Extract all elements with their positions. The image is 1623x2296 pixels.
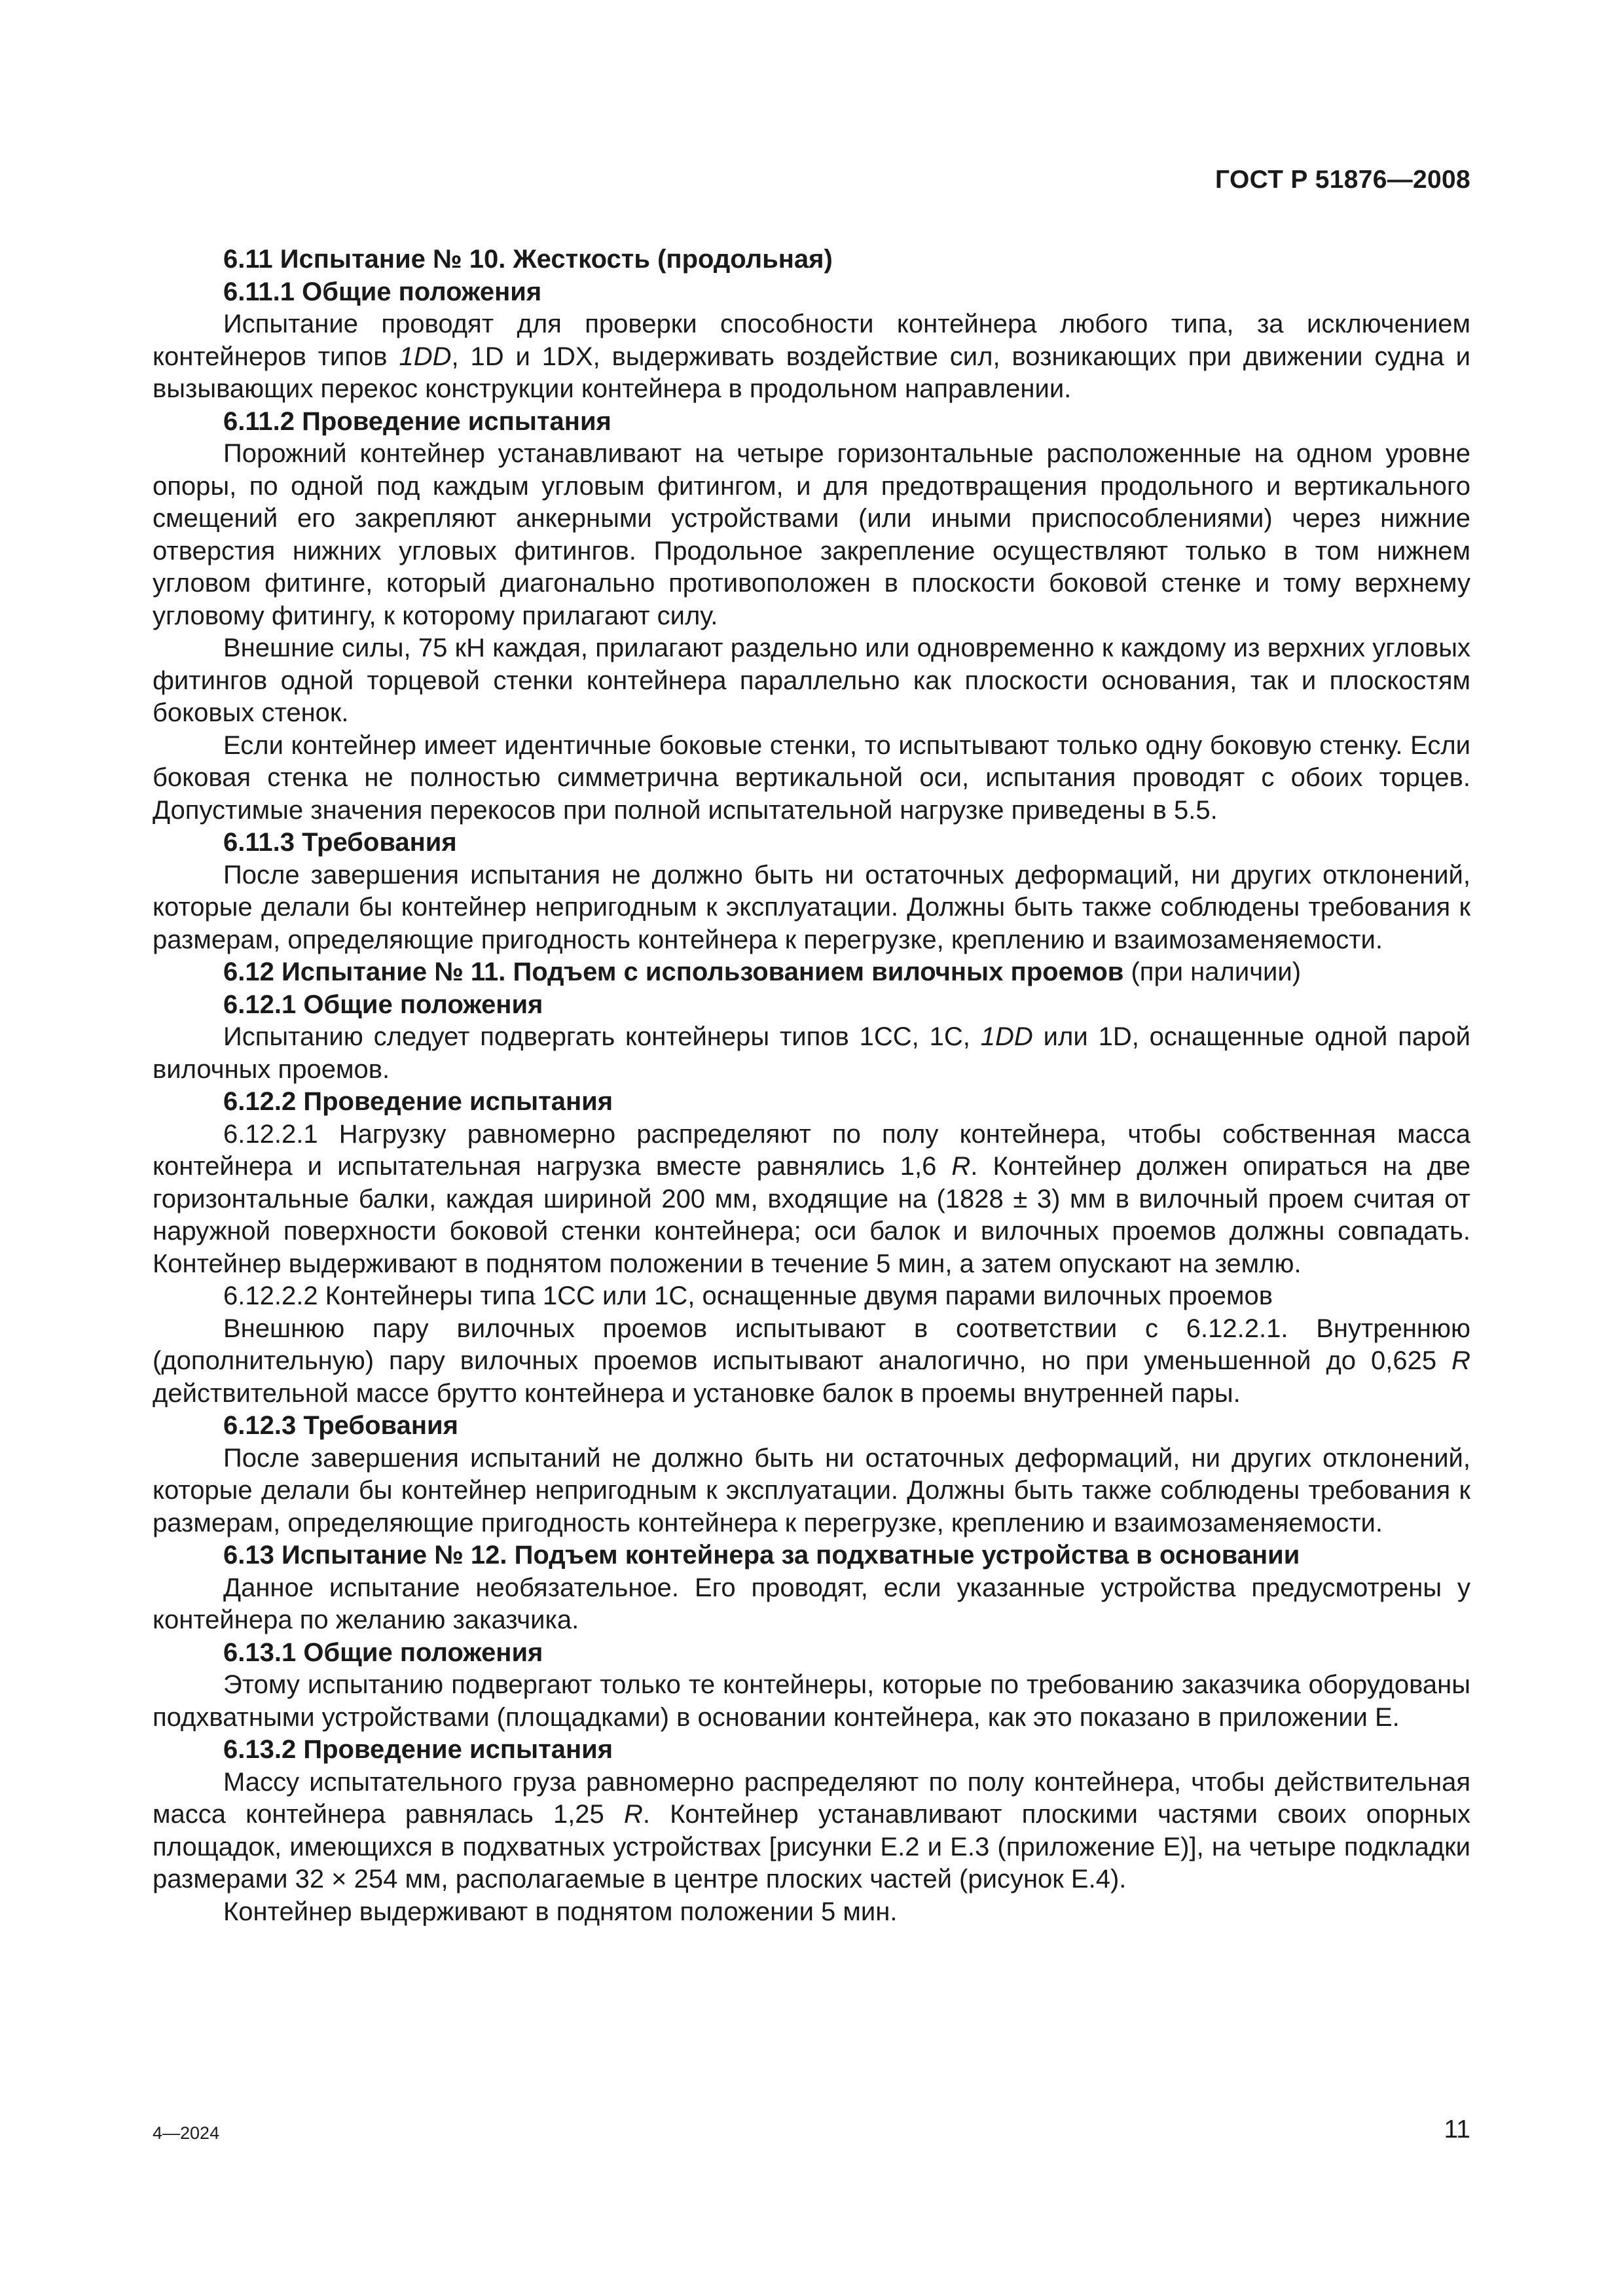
heading-normal-run: (при наличии) (1123, 958, 1302, 986)
text-run: 6.12.2.1 Нагрузку равномерно распределяют по полу контейнера, чтобы собственная масса контейнера и испытательная нагрузка вместе равнялись 1,6 (153, 1119, 1470, 1181)
section-6-12-3-paragraph: После завершения испытаний не должно быть ни остаточных деформаций, ни других отклонений, которые делали бы контейнер непригодным к эксплуатации. Должны быть также соблюдены требования к размерам, определяющие пригодность контейнера к перегрузке, креплению и взаимозаменяемости. (153, 1443, 1470, 1537)
text-run: , 1D и 1DX, выдерживать воздействие сил, возникающих при движении судна и вызывающих перекос конструкции контейнера в продольном направлении. (153, 342, 1471, 403)
italic-text-run: R (951, 1152, 971, 1181)
section-6-13-2-paragraph-2: Контейнер выдерживают в поднятом положении 5 мин. (223, 1897, 898, 1926)
section-6-12-heading (153, 956, 1470, 989)
italic-text-run: 1DD (980, 1022, 1033, 1051)
italic-text-run: R (1451, 1346, 1470, 1375)
section-6-13-heading: 6.13 Испытание № 12. Подъем контейнера за подхватные устройства в основании (223, 1541, 1300, 1570)
text-run: Испытание проводят для проверки способности контейнера любого типа, за исключением контейнеров типов (153, 310, 1470, 371)
text-run: действительной массе брутто контейнера и установке балок в проемы внутренней пары. (153, 1378, 1241, 1408)
section-6-12-1-heading: 6.12.1 Общие положения (223, 990, 543, 1019)
document-body (153, 243, 1470, 1928)
section-6-13-paragraph: Данное испытание необязательное. Его проводят, если указанные устройства предусмотрены у контейнера по желанию заказчика. (153, 1573, 1470, 1634)
text-run: . Контейнер должен опираться на две горизонтальные балки, каждая шириной 200 мм, входящие на (1828 ± 3) мм в вилочный проем считая от наружной поверхности боковой стенки контейнера; оси балок и вилочных проемов должны совпадать. Контейнер выдерживают в поднятом положении в течение 5 мин, а затем опускают на землю. (153, 1152, 1471, 1278)
section-6-12-2-heading: 6.12.2 Проведение испытания (223, 1087, 613, 1116)
section-6-12-2-2-paragraph: 6.12.2.2 Контейнеры типа 1СС или 1С, оснащенные двумя парами вилочных проемов (223, 1282, 1273, 1310)
section-6-13-1-paragraph: Этому испытанию подвергают только те контейнеры, которые по требованию заказчика оборудованы подхватными устройствами (площадками) в основании контейнера, как это показано в приложении Е. (153, 1670, 1470, 1732)
section-6-13-2-heading: 6.13.2 Проведение испытания (223, 1735, 613, 1764)
section-6-13-1-heading: 6.13.1 Общие положения (223, 1638, 543, 1667)
section-6-12-1-paragraph (153, 1021, 1470, 1086)
text-run: Массу испытательного груза равномерно распределяют по полу контейнера, чтобы действительная масса контейнера равнялась 1,25 (153, 1767, 1470, 1829)
section-6-12-3-heading: 6.12.3 Требования (223, 1411, 458, 1440)
section-6-11-3-heading: 6.11.3 Требования (223, 828, 457, 857)
section-6-11-3-paragraph: После завершения испытания не должно быть ни остаточных деформаций, ни других отклонений, которые делали бы контейнер непригодным к эксплуатации. Должны быть также соблюдены требования к размерам, определяющие пригодность контейнера к перегрузке, креплению и взаимозаменяемости. (153, 860, 1470, 954)
section-6-12-2-2-body (153, 1313, 1470, 1410)
document-designation: ГОСТ Р 51876—2008 (1215, 166, 1470, 194)
section-6-11-1-paragraph (153, 308, 1470, 406)
page-number: 11 (1444, 2115, 1470, 2144)
text-run: или 1D, оснащенные одной парой вилочных проемов. (153, 1022, 1471, 1084)
text-run: . Контейнер устанавливают плоскими частями своих опорных площадок, имеющихся в подхватных устройствах [рисунки Е.2 и Е.3 (приложение Е)], на четыре подкладки размерами 32 × 254 мм, располагаемые в центре плоских частей (рисунок Е.4). (153, 1800, 1470, 1893)
section-6-11-heading: 6.11 Испытание № 10. Жесткость (продольная) (223, 245, 833, 274)
italic-text-run: 1DD (399, 342, 452, 371)
text-run: Испытанию следует подвергать контейнеры типов 1СС, 1С, (223, 1022, 981, 1051)
text-run: Внешнюю пару вилочных проемов испытывают в соответствии с 6.12.2.1. Внутреннюю (дополнительную) пару вилочных проемов испытывают аналогично, но при уменьшенной до 0,625 (153, 1314, 1470, 1375)
section-6-11-2-paragraph-2: Внешние силы, 75 кН каждая, прилагают раздельно или одновременно к каждому из верхних угловых фитингов одной торцевой стенки контейнера параллельно как плоскости основания, так и плоскостям боковых стенок. (153, 634, 1470, 727)
print-mark: 4—2024 (153, 2123, 220, 2143)
section-6-11-1-heading: 6.11.1 Общие положения (223, 277, 542, 306)
heading-bold-run: 6.12 Испытание № 11. Подъем с использованием вилочных проемов (223, 958, 1124, 986)
section-6-11-2-paragraph-1: Порожний контейнер устанавливают на четыре горизонтальные расположенные на одном уровне опоры, по одной под каждым угловым фитингом, и для предотвращения продольного и вертикального смещений его закрепляют анкерными устройствами (или иными приспособлениями) через нижние отверстия нижних угловых фитингов. Продольное закрепление осуществляют только в том нижнем угловом фитинге, который диагонально противоположен в плоскости боковой стенке и тому верхнему угловому фитингу, к которому прилагают силу. (153, 439, 1470, 630)
section-6-12-2-1-paragraph (153, 1119, 1470, 1281)
italic-text-run: R (623, 1800, 643, 1829)
section-6-13-2-paragraph-1 (153, 1767, 1470, 1896)
section-6-11-2-paragraph-3: Если контейнер имеет идентичные боковые стенки, то испытывают только одну боковую стенку. Если боковая стенка не полностью симметрична вертикальной оси, испытания проводят с обоих торцев. Допустимые значения перекосов при полной испытательной нагрузке приведены в 5.5. (153, 730, 1470, 825)
section-6-11-2-heading: 6.11.2 Проведение испытания (223, 406, 611, 436)
